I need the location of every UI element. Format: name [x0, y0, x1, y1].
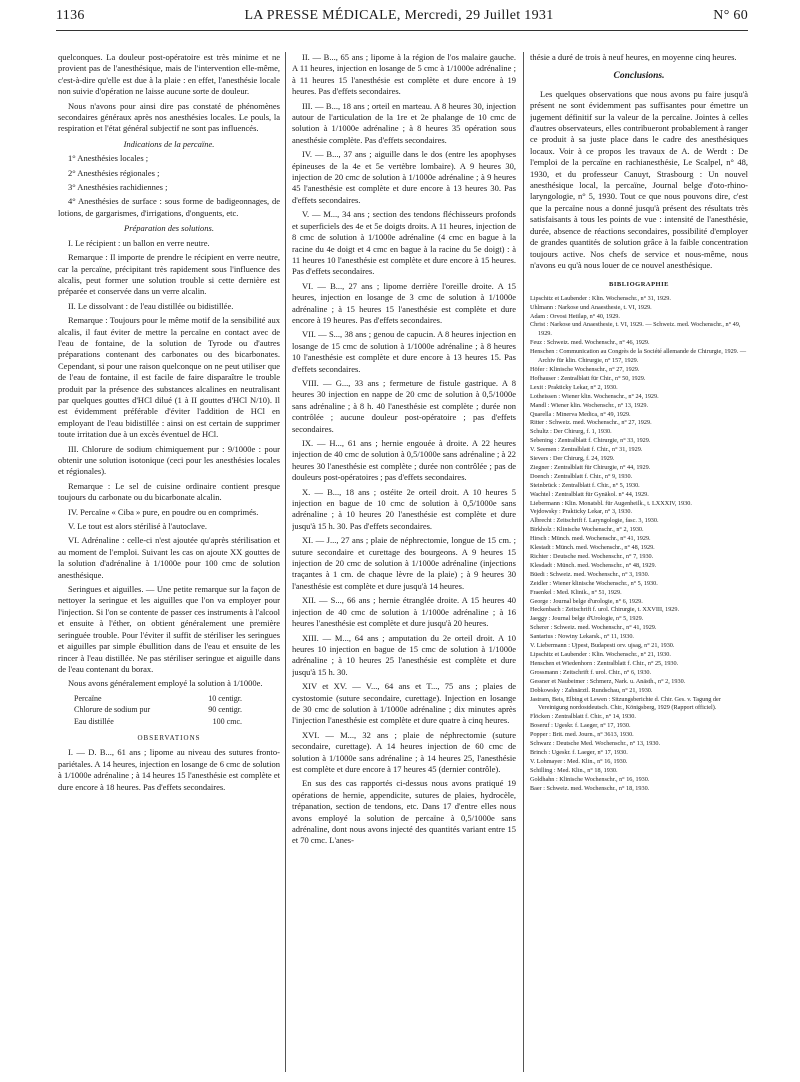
bibliography-entry: Uhlmann : Narkose und Anaesthesie, t. VI, 1929. [530, 303, 652, 311]
observation: XVI. — M..., 32 ans ; plaie de néphrectomie (suture secondaire, curettage). A 14 heures injection de 60 cmc de solution à 1/1000e sans adrénaline ; à 14 heures 25, l'anesthésie est complète et dure encore à 17 heures 45 (dernier contrôle). [292, 729, 516, 774]
bibliography-entry: Jaeggy : Journal belge d'Urologie, n° 5, 1929. [530, 615, 644, 623]
bibliography-entry: Vejdowsky : Prakticky Lekar, n° 3, 1930. [530, 508, 633, 516]
observation: VIII. — G..., 33 ans ; fermeture de fistule gastrique. A 8 heures 30 injection en nappe de 20 cmc de solution à 0,5/1000e sans adrénaline ; à 8 h. 40 l'anesthésie est complète ; durée non contrôlée ; aucune douleur post-opératoire ; pas d'effets secondaires. [292, 377, 516, 434]
paragraph: Remarque : Toujours pour le même motif de la sensibilité aux alcalis, il faut éviter de mettre la percaïne en contact avec de l'eau de fontaine, de la solution de Tyrode ou d'autres préparations contenant des carbonates ou des bicarbonates. Cependant, si pour une raison quelconque on ne peut utiliser que de l'eau de fontaine, il est facile de faire disparaître le trouble produit par la présence des substances alcalines en neutralisant par quelques gouttes d'HCl dilué (1 à II gouttes d'HCl N/10). Il est évidemment préférable d'éviter l'addition de HCl en employant de l'eau bidistillée : ainsi on est certain de supprimer toute irritation due à un excès éventuel de HCl. [58, 315, 280, 440]
section-heading: Conclusions. [613, 71, 665, 82]
bibliography-entry: Doench : Zentralblatt f. Chir., n° 9, 1930. [530, 472, 633, 480]
bibliography-entry: Klestadt : Münch. med. Wochenschr., n° 48, 1929. [530, 544, 655, 552]
bibliography-entry: Lexit : Prakticky Lekar, n° 2, 1930. [530, 383, 618, 391]
bibliography-entry: Jastram, Beis, Elbing et Lewen : Sitzungsberichte d. Chir. Ges. v. Tagung der Vereinigung nordostdeutsch. Chir., Königsberg, 1929 (Rapport officiel). [530, 695, 721, 712]
formula-ingredient: Eau distillée [74, 716, 114, 726]
observation: XIII. — M..., 64 ans ; amputation du 2e orteil droit. A 10 heures 10 injection en bague de 15 cmc de solution à 1/1000e adrénaline ; à 10 heures 25 l'anesthésie est complète et dure jusqu'à 15 h. 30. [292, 632, 516, 677]
bibliography-entry: Schilling : Med. Klin., n° 18, 1930. [530, 766, 618, 774]
bibliography-entry: Ziegner : Zentralblatt für Chirurgie, n° 44, 1929. [530, 463, 651, 471]
bibliography-entry: George : Journal belge d'urologie, n° 6, 1929. [530, 597, 643, 605]
list-item: 4° Anesthésies de surface : sous forme de badigeonnages, de lotions, de gargarismes, d'irrigations, d'onguents, etc. [58, 196, 280, 218]
bibliography-entry: Henschen : Communication au Congrès de la Société allemande de Chirurgie, 1929. — Archiv für klin. Chirurgie, n° 157, 1929. [530, 348, 747, 365]
paragraph: Les quelques observations que nous avons pu faire jusqu'à présent ne sont évidemment pas suffisantes pour émettre un jugement définitif sur la valeur de la percaïne. Jointes à celles d'autres observateurs, elles contribueront probablement à ranger ce produit à sa juste place dans le cadre des anesthésiques locaux. Voir à ce propos les travaux de A. de Werdt : De l'emploi de la percaïne en rachianesthésie, Le Scalpel, n° 48, 1930, et du professeur Canuyt, Strasbourg : Un nouvel anesthésique local, la percaïne, Journal belge d'oto-rhino-laryngologie, n° 5, 1930. Tout ce que nous pouvons dire, c'est que la percaïne nous a donné jusqu'à présent des résultats très satisfaisants à tous les points de vue : intensité de l'anesthésie, durée, absence de réactions secondaires, possibilité d'employer de grandes quantités de solution grâce à la faible concentration toujours active. Nos chefs de service et nous-même, nous n'avons eu qu'à nous louer de ce nouvel anesthésique. [530, 88, 748, 270]
bibliography-entry: Zeidler : Wiener klinische Wochenschr., n° 5, 1930. [530, 579, 658, 587]
bibliography-entry: V. Liebermann : Ujpest, Budapesti orv. ujsag, n° 21, 1930. [530, 642, 675, 650]
formula-quantity: 10 centigr. [208, 693, 242, 703]
formula-quantity: 90 centigr. [208, 705, 242, 715]
column-rule [285, 52, 286, 1072]
bibliography-entry: V. Lohmayer : Med. Klin., n° 16, 1930. [530, 757, 628, 765]
bibliography-entry: Lipschitz et Laubender : Klin. Wochenschr., n° 21, 1930. [530, 650, 671, 658]
formula-quantity: 100 cmc. [212, 716, 242, 726]
section-heading: BIBLIOGRAPHIE [609, 281, 669, 289]
observation: V. — M..., 34 ans ; section des tendons fléchisseurs profonds et superficiels des 4e et 5e doigts droits. A 11 heures, injection de 8 cmc de solution à 1/1000e adrénaline (4 cmc en bague à la racine du 4e doigt et 4 cmc en bague à la racine du 5e doigt) : à 11 heures 10 l'anesthésie est complète et dure encore à 15 heures. Pas d'effets secondaires. [292, 209, 516, 277]
formula-ingredient: Chlorure de sodium pur [74, 705, 151, 715]
bibliography-entry: Lotheissen : Wiener klin. Wochenschr., n° 24, 1929. [530, 392, 659, 400]
formula-extra [246, 693, 280, 704]
column-3 [530, 52, 748, 1074]
paragraph: Seringues et aiguilles. — Une petite remarque sur la façon de nettoyer la seringue et les aiguilles que l'on va employer pour l'injection. Si l'on se contente de passer ces instruments à l'alcool et ensuite à l'éther, on obtient généralement une première seringuée trouble. Pour l'éviter il suffit de stériliser les seringues et aiguilles par simple ébullition dans de l'eau et ensuite de les rincer à l'eau distillée. Ne pas stériliser seringue et aiguille dans de l'eau contenant du borax. [58, 584, 280, 674]
bibliography-entry: Henschen et Wiedenhorn : Zentralblatt f. Chir., n° 25, 1930. [530, 659, 679, 667]
bibliography-entry: Scherer : Schweiz. med. Wochenschr., n° 41, 1929. [530, 624, 657, 632]
bibliography-entry: Goldhahn : Klinische Wochenschr., n° 16, 1930. [530, 775, 650, 783]
bibliography-entry: Gessner et Naubeimer : Schmerz, Nark. u. Anästh., n° 2, 1930. [530, 677, 686, 685]
bibliography-entry: Wachtel : Zentralblatt für Gynäkol. n° 44, 1929. [530, 490, 649, 498]
paragraph: IV. Percaïne « Ciba » pure, en poudre ou en comprimés. [68, 506, 259, 517]
list-item: 1° Anesthésies locales ; [68, 153, 149, 164]
observation: IV. — B..., 37 ans ; aiguille dans le dos (entre les apophyses épineuses de la 4e et 5e vertèbre lombaire). A 9 heures 30, injection de 20 cmc de solution à 1/1000e adrénaline ; à 9 heures 45 l'anesthésie est complète et dure encore à 13 heures 30. Pas d'effets secondaires. [292, 149, 516, 205]
formula-extra [246, 704, 280, 715]
paragraph: Nous avons généralement employé la solution à 1/1000e. [68, 678, 263, 689]
section-heading: OBSERVATIONS [137, 733, 201, 742]
bibliography-entry: Büedi : Schweiz. med. Wochenschr., n° 3, 1930. [530, 570, 650, 578]
bibliography-entry: Ritter : Schweiz. med. Wochenschr., n° 27, 1929. [530, 419, 652, 427]
observation: VI. — B..., 27 ans ; lipome derrière l'oreille droite. A 15 heures, injection en losange de 3 cmc de solution à 1/1000e adrénaline ; à 15 heures 15 l'anesthésie est complète et dure encore à 19 heures. Pas d'effets secondaires. [292, 280, 516, 325]
section-heading: Préparation des solutions. [124, 223, 214, 234]
observation: XI. — J..., 27 ans ; plaie de néphrectomie, longue de 15 cm. ; suture secondaire et curettage des bourgeons. A 9 heures 15 injection de 20 cmc de solution à 1/1000e adrénaline (injections traçantes à 1 cm. de chaque lèvre de la plaie) ; à 9 heures 30 l'anesthésie est complète et dure jusqu'à 14 heures. [292, 535, 516, 591]
bibliography-entry: Lipschitz et Laubender : Klin. Wochenschr., n° 31, 1929. [530, 294, 671, 302]
formula-table [74, 693, 280, 727]
section-heading: Indications de la percaïne. [123, 138, 215, 149]
bibliography-entry: Christ : Narkose und Anaesthesie, t. VI, 1929. — Schweiz. med. Wochenschr., n° 49, 1929. [530, 321, 741, 338]
issue-number: N° 60 [713, 8, 748, 23]
bibliography-entry: Steinbrück : Zentralblatt f. Chir., n° 5, 1930. [530, 481, 640, 489]
paragraph: Remarque : Le sel de cuisine ordinaire contient presque toujours du carbonate ou du bicarbonate alcalin. [58, 480, 280, 503]
paragraph: III. Chlorure de sodium chimiquement pur : 9/1000e : pour obtenir une solution isotonique (ceci pour les anesthésies locales et régionales). [58, 443, 280, 477]
bibliography-entry: Sebening : Zentralblatt f. Chirurgie, n° 33, 1929. [530, 437, 651, 445]
column-2 [292, 52, 516, 1074]
journal-title: LA PRESSE MÉDICALE, Mercredi, 29 Juillet 1931 [244, 8, 554, 23]
observation: VII. — S..., 38 ans ; genou de capucin. A 8 heures injection en losange de 15 cmc de solution à 1/1000e adrénaline ; à 8 heures 10 l'anesthésie est complète et dure encore à 13 heures 15. Pas d'effets secondaires. [292, 329, 516, 374]
bibliography-entry: Richter : Deutsche med. Wochenschr., n° 7, 1930. [530, 553, 654, 560]
observation: XIV et XV. — V..., 64 ans et T..., 75 ans ; plaies de cystostomie (suture secondaire, curettage). Injection en losange de 30 cmc de solution à 1/1000e adrénaline ; dix minutes après l'injection l'anesthésie est complète et dure quatre à cinq heures. [292, 681, 516, 726]
bibliography-entry: Brinch : Ugeskr. f. Laeger, n° 17, 1930. [530, 748, 628, 756]
formula-extra [246, 716, 280, 727]
bibliography-entry: Feuz : Schweiz. med. Wochenschr., n° 46, 1929. [530, 339, 650, 347]
bibliography-entry: Mandl : Wiener klin. Wochenschr., n° 13, 1929. [530, 401, 649, 409]
bibliography-entry: Boseruf : Ugeskr. f. Laeger, n° 17, 1930. [530, 722, 631, 730]
bibliography-entry: Klesdadt : Münch. med. Wochenschr., n° 48, 1929. [530, 561, 657, 569]
bibliography-entry: Popper : Brit. med. Journ., n° 3613, 1930. [530, 731, 634, 739]
bibliography-entry: Höfer : Klinische Wochenschr., n° 27, 1929. [530, 365, 640, 373]
bibliography-entry: Schultz : Der Chirurg, f. 1, 1930. [530, 428, 612, 436]
paragraph: En sus des cas rapportés ci-dessus nous avons pratiqué 19 opérations de hernie, appendicite, sutures de plaies, hydrocèle, trépanation, section de tendons, etc. Dans 17 d'entre elles nous avons employé la solution de percaïne à 0,5/1000e sans adrénaline, dont nous avons injecté des quantités variant entre 15 et 70 cmc. L'anes- [292, 778, 516, 846]
bibliography-entry: Grossmann : Zeitschrift f. urol. Chir., n° 6, 1930. [530, 668, 652, 676]
paragraph: II. Le dissolvant : de l'eau distillée ou bidistillée. [68, 300, 234, 311]
bibliography-entry: Adam : Orvosi Hetilap, n° 40, 1929. [530, 312, 620, 320]
paragraph: I. Le récipient : un ballon en verre neutre. [68, 237, 210, 248]
bibliography-entry: Schwarz : Deutsche Med. Wochenschr., n° 13, 1930. [530, 740, 661, 748]
paragraph: thésie a duré de trois à neuf heures, en moyenne cinq heures. [530, 52, 737, 62]
observation: IX. — H..., 61 ans ; hernie engouée à droite. A 22 heures injection de 40 cmc de solution à 0,5/1000e sans adrénaline ; à 22 heures 30 l'anesthésie est complète ; durée non contrôlée ; pas de douleurs post-opératoires ; pas d'effets secondaires. [292, 438, 516, 483]
bibliography-entry: Dobkowsky : Zahnärztl. Rundschau, n° 21, 1930. [530, 686, 653, 694]
bibliography-entry: Hirsch : Münch. med. Wochenschr., n° 41, 1929. [530, 535, 651, 543]
paragraph: V. Le tout est alors stérilisé à l'autoclave. [68, 521, 207, 532]
column-rule [523, 52, 524, 1072]
paragraph: Remarque : Il importe de prendre le récipient en verre neutre, car la percaïne, précipitant très rapidement sous l'influence des alcalis, peut former une solution trouble si cette dernière est préparée et conservée dans un verre alcalin. [58, 252, 280, 297]
bibliography-entry: Heckenbach : Zeitschrift f. urol. Chirurgie, t. XXVIII, 1929. [530, 606, 680, 614]
formula-ingredient: Percaïne [74, 693, 102, 703]
bibliography-list [530, 295, 748, 794]
column-1 [58, 52, 280, 1074]
list-item: 2° Anesthésies régionales ; [68, 167, 160, 178]
bibliography-entry: Liebermann : Klin. Monatsbl. für Augenheilk., t. LXXXIV, 1930. [530, 499, 692, 507]
bibliography-entry: Baer : Schweiz. med. Wochenschr., n° 18, 1930. [530, 784, 650, 792]
bibliography-entry: Birkholz : Klinische Wochenschr., n° 2, 1930. [530, 526, 644, 534]
observation: XII. — S..., 66 ans ; hernie étranglée droite. A 15 heures 40 injection de 40 cmc de solution à 1/1000e adrénaline ; à 16 heures l'anesthésie est complète et dure jusqu'à 20 heures. [292, 595, 516, 629]
page-header [56, 8, 748, 31]
bibliography-entry: Santarius : Nowiny Lekarsk., n° 11, 1930. [530, 633, 634, 641]
bibliography-entry: Hofhauser : Zentralblatt für Chir., n° 50, 1929. [530, 374, 646, 382]
paragraph: Nous n'avons pour ainsi dire pas constaté de phénomènes secondaires généraux après nos anesthésies locales. Le pouls, la respiration et l'état général subjectif ne sont pas influencés. [58, 100, 280, 134]
page-number: 1136 [56, 8, 85, 23]
observation: II. — B..., 65 ans ; lipome à la région de l'os malaire gauche. A 11 heures, injection en losange de 5 cmc à 1/1000e adrénaline ; à 11 heures 15 l'anesthésie est complète et dure encore à 19 heures. Pas d'effets secondaires. [292, 52, 516, 97]
paragraph: quelconques. La douleur post-opératoire est très minime et ne provient pas de l'anesthésique, mais de l'intervention elle-même, c'est-à-dire qu'elle est due à la plaie : en effet, l'anesthésie locale non suivie d'opération ne laisse aucune sorte de douleur. [58, 52, 280, 97]
observation: I. — D. B..., 61 ans ; lipome au niveau des sutures fronto-pariétales. A 14 heures, injection en losange de 6 cmc de solution à 1/1000e adrénaline ; à 14 heures 15 l'anesthésie est complète et dure encore à 18 heures. Pas d'effets secondaires. [58, 747, 280, 792]
bibliography-entry: Fraenkel : Med. Klinik., n° 51, 1929. [530, 588, 622, 596]
bibliography-entry: Sievers : Der Chirurg, f. 24, 1929. [530, 455, 615, 463]
bibliography-entry: Quarella : Minerva Medica, n° 49, 1929. [530, 410, 631, 418]
paragraph: VI. Adrénaline : celle-ci n'est ajoutée qu'après stérilisation et au moment de l'emploi. Suivant les cas on ajoute XX gouttes de la solution d'adrénaline à 1/1000e pour 100 cmc de solution anesthésique. [58, 535, 280, 580]
observation: III. — B..., 18 ans ; orteil en marteau. A 8 heures 30, injection autour de l'articulation de la 1re et 2e phalange de 10 cmc de solution à 1/1000e adrénaline ; à 8 heures 35 opération sous anesthésie complète. Pas d'effets secondaires. [292, 100, 516, 145]
observation: X. — B..., 18 ans ; ostéite 2e orteil droit. A 10 heures 5 injection en bague de 10 cmc de solution à 0,5/1000e sans adrénaline ; à 10 heures 20 l'anesthésie est complète et dure jusqu'à 15 h. 30. Pas d'effets secondaires. [292, 486, 516, 531]
bibliography-entry: Flöcken : Zentralblatt f. Chir., n° 14, 1930. [530, 713, 636, 721]
list-item: 3° Anesthésies rachidiennes ; [68, 182, 168, 193]
bibliography-entry: V. Seemen : Zentralblatt f. Chir., n° 31, 1929. [530, 446, 643, 454]
bibliography-entry: Albrecht : Zeitschrift f. Laryngologie, fasc. 3, 1930. [530, 517, 659, 525]
